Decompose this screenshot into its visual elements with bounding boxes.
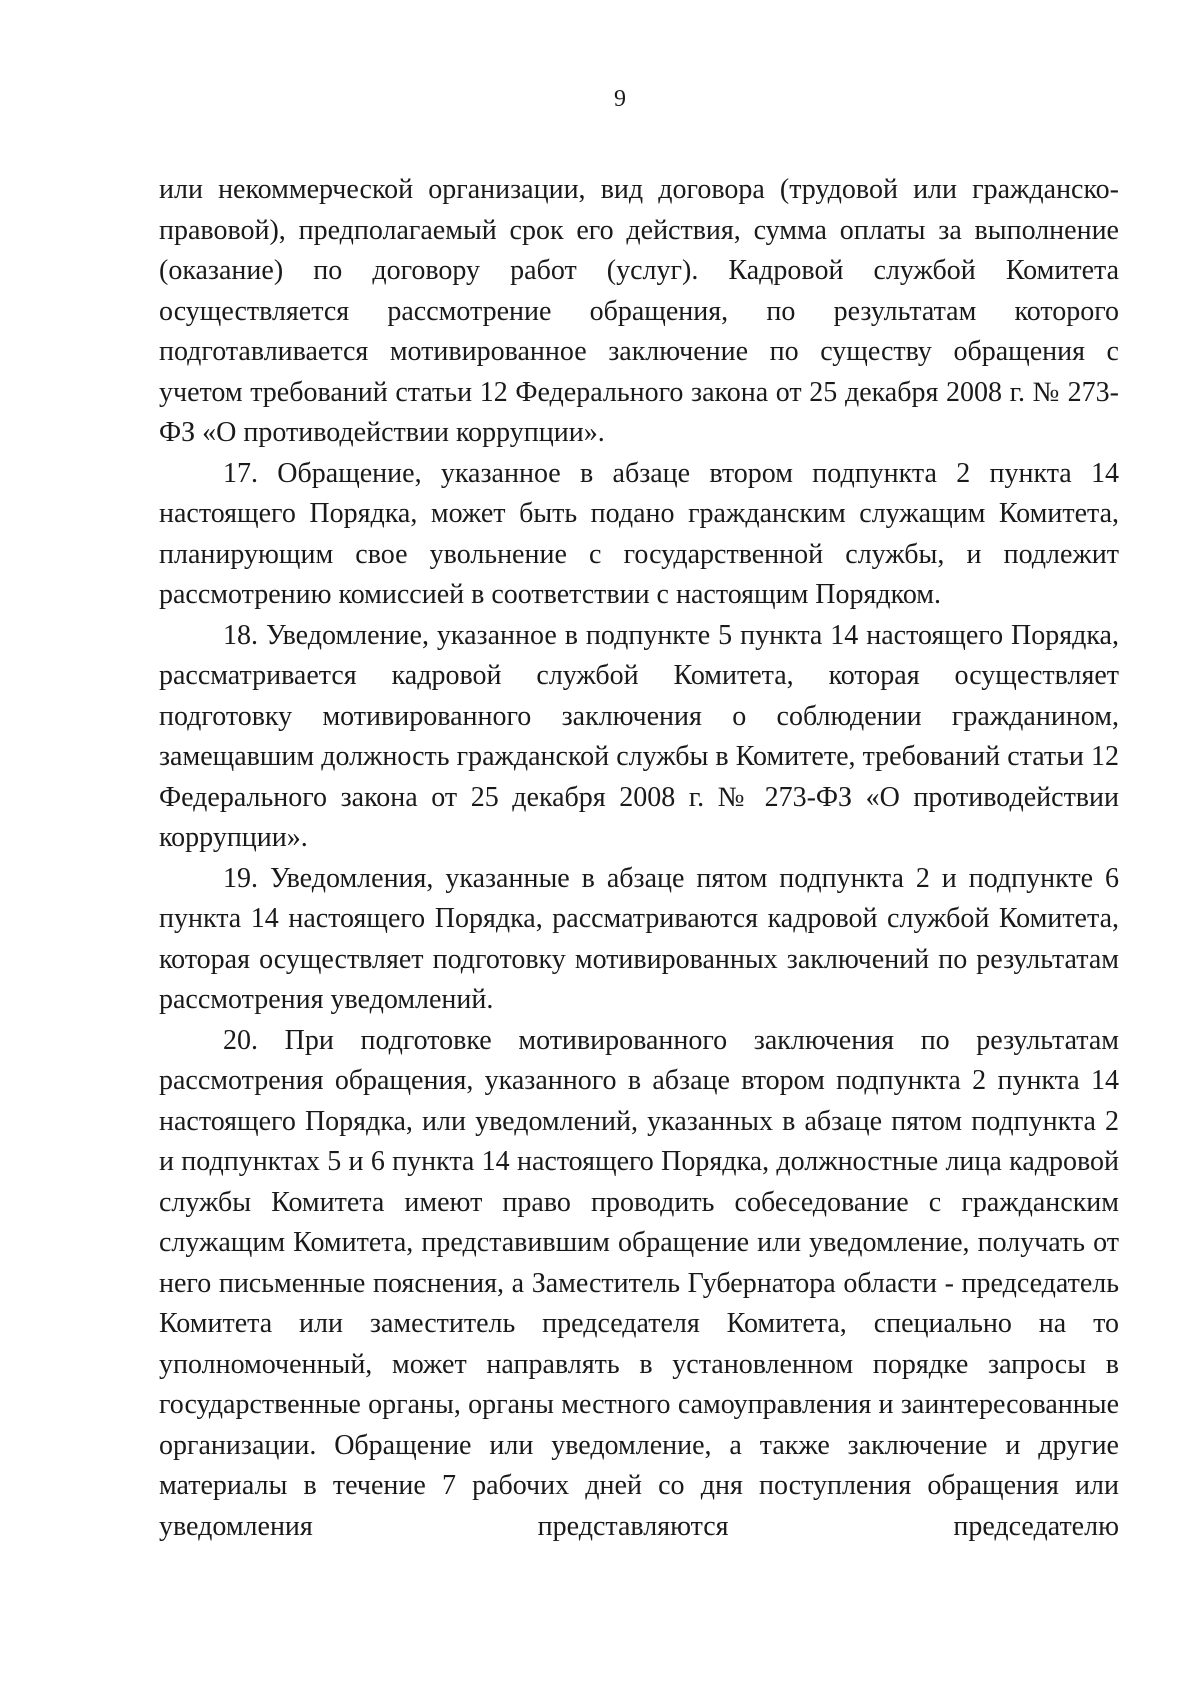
paragraph-17: 17. Обращение, указанное в абзаце втором подпункта 2 пункта 14 настоящего Порядка, может быть подано гражданским служащим Комитета, планирующим свое увольнение с государственной службы, и подлежит рассмотрению комиссией в соответствии с настоящим Порядком. [159,457,1119,610]
paragraph-19: 19. Уведомления, указанные в абзаце пятом подпункта 2 и подпункте 6 пункта 14 настоящего Порядка, рассматриваются кадровой службой Комитета, которая осуществляет подготовку мотивированных заключений по результатам рассмотрения уведомлений. [159,862,1119,1015]
document-body [159,170,1119,1547]
paragraph-continuation: или некоммерческой организации, вид договора (трудовой или гражданско-правовой), предполагаемый срок его действия, сумма оплаты за выполнение (оказание) по договору работ (услуг). Кадровой службой Комитета осуществляется рассмотрение обращения, по результатам которого подготавливается мотивированное заключение по существу обращения с учетом требований статьи 12 Федерального закона от 25 декабря 2008 г. № 273-ФЗ «О противодействии коррупции». [159,174,1119,448]
paragraph-20: 20. При подготовке мотивированного заключения по результатам рассмотрения обращения, указанного в абзаце втором подпункта 2 пункта 14 настоящего Порядка, или уведомлений, указанных в абзаце пятом подпункта 2 и подпунктах 5 и 6 пункта 14 настоящего Порядка, должностные лица кадровой службы Комитета имеют право проводить собеседование с гражданским служащим Комитета, представившим обращение или уведомление, получать от него письменные пояснения, а Заместитель Губернатора области - председатель Комитета или заместитель председателя Комитета, специально на то уполномоченный, может направлять в установленном порядке запросы в государственные органы, органы местного самоуправления и заинтересованные организации. Обращение или уведомление, а также заключение и другие материалы в течение 7 рабочих дней со дня поступления обращения или уведомления представляются председателю [159,1024,1119,1542]
paragraph-18: 18. Уведомление, указанное в подпункте 5 пункта 14 настоящего Порядка, рассматривается кадровой службой Комитета, которая осуществляет подготовку мотивированного заключения о соблюдении гражданином, замещавшим должность гражданской службы в Комитете, требований статьи 12 Федерального закона от 25 декабря 2008 г. № 273-ФЗ «О противодействии коррупции». [159,619,1119,853]
page-number: 9 [614,86,626,112]
